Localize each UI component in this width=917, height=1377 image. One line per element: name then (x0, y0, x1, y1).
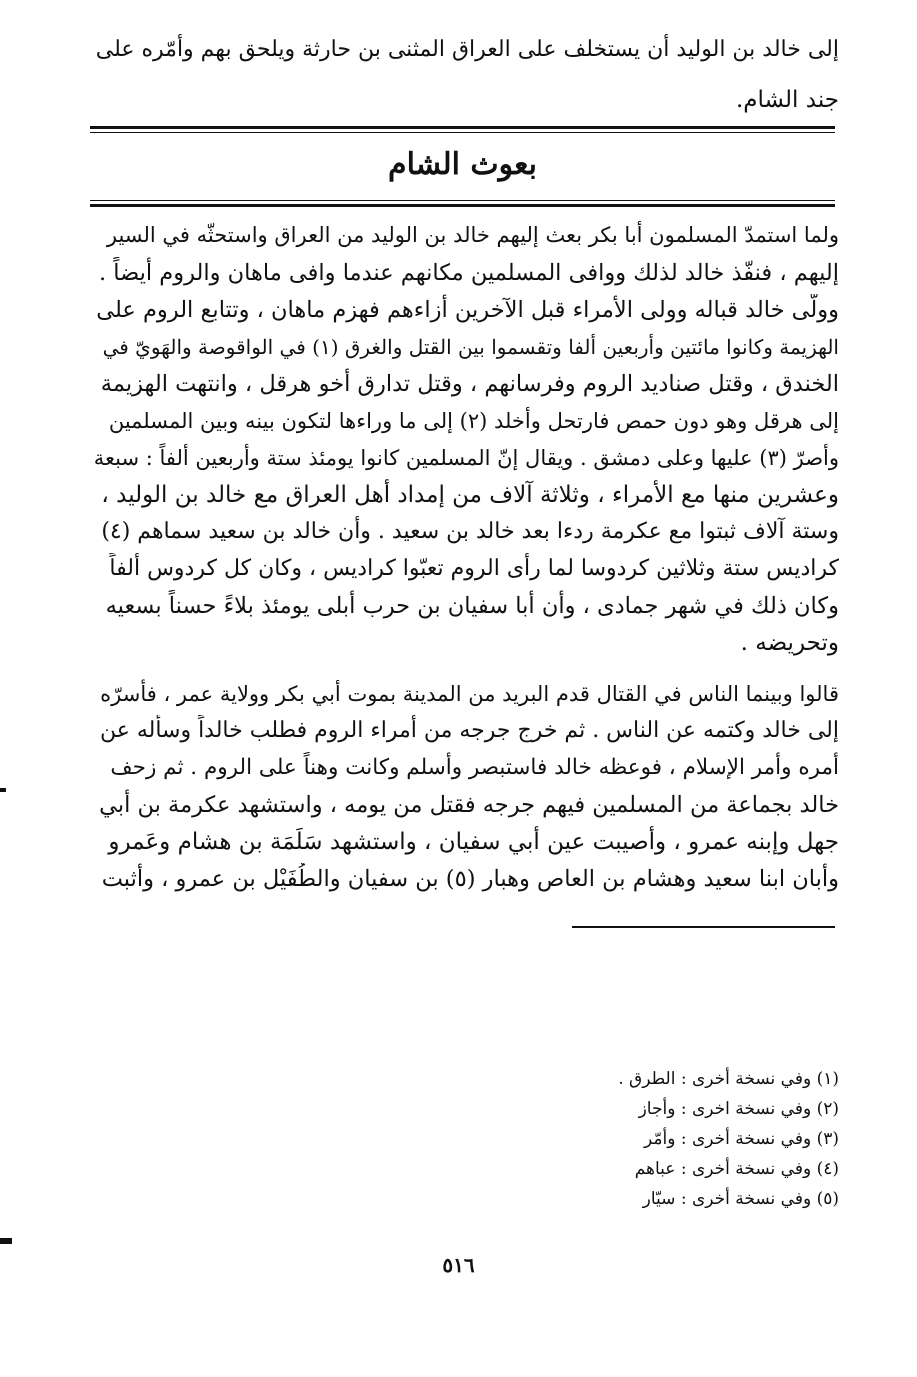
text-line: وكان ذلك في شهر جمادى ، وأن أبا سفيان بن حرب أبلى يومئذ بلاءً حسناً بسعيه (105, 593, 839, 619)
text-line: إلى هرقل وهو دون حمص فارتحل وأخلد (٢) إلى ما وراءها لتكون بينه وبين المسلمين (108, 409, 839, 433)
text-line: الهزيمة وكانوا مائتين وأربعين ألفا وتقسموا بين القتل والغرق (١) في الواقوصة والهَويّ في (102, 335, 839, 359)
text-line: إليهم ، فنفّذ خالد لذلك ووافى المسلمين مكانهم عندما وافى ماهان والروم أيضاً . (98, 260, 839, 286)
text-line: ولما استمدّ المسلمون أبا بكر بعث إليهم خالد بن الوليد من العراق واستحثّه في السير (106, 223, 839, 247)
text-line: أمره وأمر الإسلام ، فوعظه خالد فاستبصر وأسلم وكانت وهناً على الروم . ثم زحف (110, 755, 839, 780)
text-line: وأصرّ (٣) عليها وعلى دمشق . ويقال إنّ المسلمين كانوا يومئذ ستة وأربعين ألفاً : سبعة (94, 446, 839, 470)
section-heading: بعوث الشام (388, 147, 537, 182)
scan-edge-mark (0, 788, 6, 792)
text-line: وعشرين منها مع الأمراء ، وثلاثة آلاف من إمداد أهل العراق مع خالد بن الوليد ، (101, 482, 839, 508)
footnote: (٥) وفي نسخة أخرى : سيّار (642, 1189, 839, 1209)
text-line: خالد بجماعة من المسلمين فيهم جرجه فقتل من يومه ، واستشهد عكرمة بن أبي (99, 792, 839, 818)
text-line: كراديس ستة وثلاثين كردوسا لما رأى الروم تعبّوا كراديس ، وكان كل كردوس ألفاً (109, 556, 839, 581)
text-line: وأبان ابنا سعيد وهشام بن العاص وهبار (٥) بن سفيان والطُفَيْل بن عمرو ، وأثبت (101, 866, 839, 892)
text-line: الخندق ، وقتل صناديد الروم وفرسانهم ، وقتل تدارق أخو هرقل ، وانتهت الهزيمة (100, 371, 839, 397)
text-line: جند الشام. (735, 87, 839, 113)
text-line: وولّى خالد قباله وولى الأمراء قبل الآخرين أزاءهم فهزم ماهان ، وتتابع الروم على (96, 297, 839, 323)
text-line: وتحريضه . (740, 630, 839, 656)
text-line: إلى خالد بن الوليد أن يستخلف على العراق المثنى بن حارثة ويلحق بهم وأمّره على (95, 37, 839, 62)
heading-rule-bottom-thick (90, 204, 835, 207)
heading-rule-top-thin (90, 132, 835, 133)
text-line: جهل وإبنه عمرو ، وأصيبت عين أبي سفيان ، واستشهد سَلَمَة بن هشام وعَمرو (108, 829, 839, 855)
footnote: (٣) وفي نسخة أخرى : وأمّر (644, 1129, 839, 1149)
page-number: ٥١٦ (442, 1253, 475, 1277)
footnote: (١) وفي نسخة أخرى : الطرق . (618, 1069, 839, 1089)
footnote: (٢) وفي نسخة اخرى : وأجاز (638, 1099, 839, 1119)
text-line: قالوا وبينما الناس في القتال قدم البريد من المدينة بموت أبي بكر وولاية عمر ، فأسرّه (100, 682, 839, 706)
footnote-separator (572, 926, 835, 928)
scan-edge-mark (0, 1238, 12, 1244)
heading-rule-bottom-thin (90, 200, 835, 201)
footnote: (٤) وفي نسخة أخرى : عباهم (634, 1159, 839, 1179)
heading-rule-top-thick (90, 126, 835, 129)
text-line: إلى خالد وكتمه عن الناس . ثم خرج جرجه من أمراء الروم فطلب خالداً وسأله عن (99, 718, 839, 743)
text-line: وستة آلاف ثبتوا مع عكرمة ردءا بعد خالد بن سعيد . وأن خالد بن سعيد سماهم (٤) (101, 519, 839, 544)
